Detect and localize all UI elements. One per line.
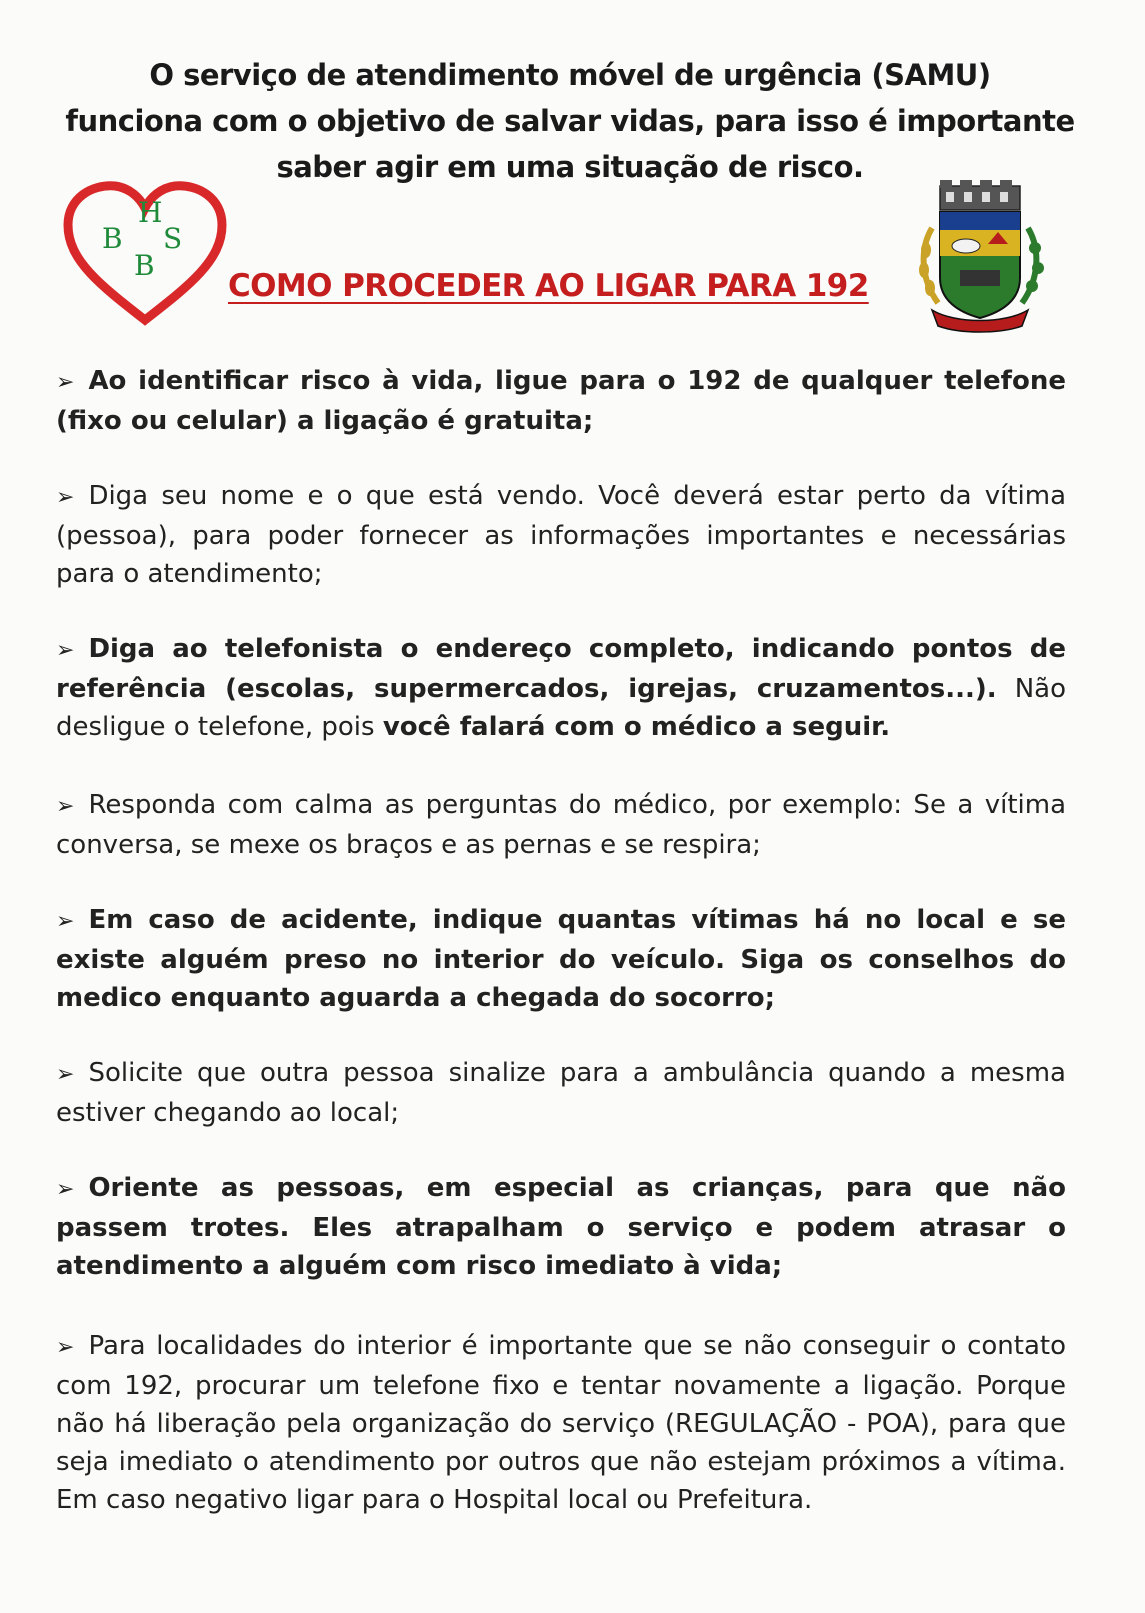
hbs-heart-logo [60,180,230,330]
list-item [56,1054,1066,1132]
logo-letter-h: H [138,196,163,229]
list-item [56,362,1066,440]
arrow-bullet-icon: ➢ [56,485,75,510]
arrow-bullet-icon: ➢ [56,638,75,663]
item-text: Solicite que outra pessoa sinalize para a ambulância quando a mesma estiver chegando ao local; [56,1058,1066,1128]
item-text: Diga seu nome e o que está vendo. Você deverá estar perto da vítima (pessoa), para poder fornecer as informações importantes e necessárias para o atendimento; [56,481,1066,589]
list-item [56,901,1066,1017]
logo-letter-s: S [163,222,183,255]
intro-paragraph [50,52,1090,190]
item-text: Ao identificar risco à vida, ligue para o 192 de qualquer telefone (fixo ou celular) a ligação é gratuita; [56,366,1066,436]
intro-line-1: O serviço de atendimento móvel de urgência (SAMU) [149,58,991,92]
arrow-bullet-icon: ➢ [56,794,75,819]
item-text-bold: você falará com o médico a seguir. [382,712,891,742]
item-text: Não desligue o telefone, pois [56,674,1066,742]
intro-line-2: funciona com o objetivo de salvar vidas, para isso é importante [65,104,1075,138]
item-text: Para localidades do interior é importante que se não conseguir o contato com 192, procurar um telefone fixo e tentar novamente a ligação. Porque não há liberação pela organização do serviço (REGULAÇÃO - POA), para que seja imediato o atendimento por outros que não estejam próximos a vítima. Em caso negativo ligar para o Hospital local ou Prefeitura. [56,1331,1066,1515]
section-heading: COMO PROCEDER AO LIGAR PARA 192 [228,268,869,304]
arrow-bullet-icon: ➢ [56,909,75,934]
item-text: Responda com calma as perguntas do médico, por exemplo: Se a vítima conversa, se mexe os braços e as pernas e se respira; [56,790,1066,860]
list-item [56,1169,1066,1285]
municipal-crest-emblem [910,178,1050,333]
arrow-bullet-icon: ➢ [56,370,75,395]
logo-letter-b-left: B [102,222,123,255]
item-text-bold: Diga ao telefonista o endereço completo, indicando pontos de referência (escolas, supermercados, igrejas, cruzamentos...). [56,634,1066,704]
list-item [56,1327,1066,1519]
item-text: Oriente as pessoas, em especial as crianças, para que não passem trotes. Eles atrapalham o serviço e podem atrasar o atendimento a alguém com risco imediato à vida; [56,1173,1066,1281]
list-item [56,477,1066,593]
logo-letter-b-bottom: B [134,249,155,282]
item-text: Em caso de acidente, indique quantas vítimas há no local e se existe alguém preso no interior do veículo. Siga os conselhos do medico enquanto aguarda a chegada do socorro; [56,905,1066,1013]
arrow-bullet-icon: ➢ [56,1062,75,1087]
intro-line-3: saber agir em uma situação de risco. [276,150,864,184]
arrow-bullet-icon: ➢ [56,1335,75,1360]
arrow-bullet-icon: ➢ [56,1177,75,1202]
instruction-list [56,362,1066,1556]
list-item [56,786,1066,864]
list-item [56,630,1066,746]
